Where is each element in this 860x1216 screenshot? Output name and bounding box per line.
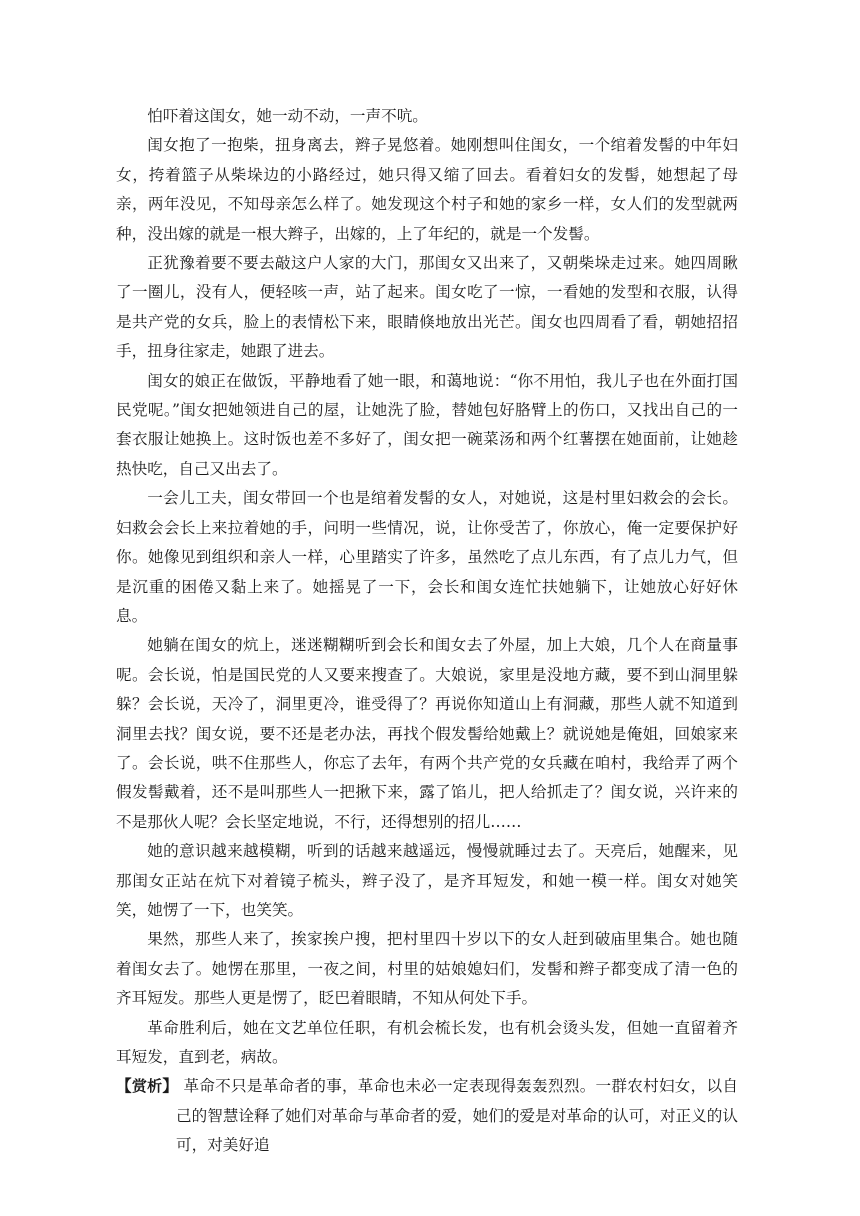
analysis-label: 赏析	[131, 1077, 163, 1096]
paragraph: 她的意识越来越模糊，听到的话越来越遥远，慢慢就睡过去了。天亮后，她醒来，见那闺女正站在炕下对着镜子梳头，辫子没了，是齐耳短发，和她一模一样。闺女对她笑笑，她愣了一下，也笑笑。	[116, 842, 738, 919]
paragraph: 正犹豫着要不要去敲这户人家的大门，那闺女又出来了，又朝柴垛走过来。她四周瞅了一圈儿，没有人，便轻咳一声，站了起来。闺女吃了一惊，一看她的发型和衣服，认得是共产党的女兵，脸上的表情松下来，眼睛倏地放出光芒。闺女也四周看了看，朝她招招手，扭身往家走，她跟了进去。	[116, 254, 738, 361]
paragraph: 一会儿工夫，闺女带回一个也是绾着发髻的女人，对她说，这是村里妇救会的会长。妇救会会长上来拉着她的手，问明一些情况，说，让你受苦了，你放心，俺一定要保护好你。她像见到组织和亲人一样，心里踏实了许多，虽然吃了点儿东西，有了点儿力气，但是沉重的困倦又黏上来了。她摇晃了一下，会长和闺女连忙扶她躺下，让她放心好好休息。	[116, 489, 738, 625]
paragraph: 怕吓着这闺女，她一动不动，一声不吭。	[147, 107, 428, 125]
paragraph: 果然，那些人来了，挨家挨户搜，把村里四十岁以下的女人赶到破庙里集合。她也随着闺女去了。她愣在那里，一夜之间，村里的姑娘媳妇们，发髻和辫子都变成了清一色的齐耳短发。那些人更是愣了，眨巴着眼睛，不知从何处下手。	[116, 930, 738, 1008]
paragraph: 她躺在闺女的炕上，迷迷糊糊听到会长和闺女去了外屋，加上大娘，几个人在商量事呢。会长说，怕是国民党的人又要来搜查了。大娘说，家里是没地方藏，要不到山洞里躲躲？会长说，天冷了，洞里更冷，谁受得了？再说你知道山上有洞藏，那些人就不知道到洞里去找？闺女说，要不还是老办法，再找个假发髻给她戴上？就说她是俺姐，回娘家来了。会长说，哄不住那些人，你忘了去年，有两个共产党的女兵藏在咱村，我给弄了两个假发髻戴着，还不是叫那些人一把揪下来，露了馅儿，把人给抓走了？闺女说，兴许来的不是那伙人呢？会长坚定地说，不行，还得想别的招儿……	[116, 636, 738, 831]
analysis-text: 革命不只是革命者的事，革命也未必一定表现得轰轰烈烈。一群农村妇女，以自己的智慧诠释了她们对革命与革命者的爱，她们的爱是对革命的认可，对正义的认可，对美好追	[176, 1077, 738, 1155]
paragraph: 闺女的娘正在做饭，平静地看了她一眼，和蔼地说：“你不用怕，我儿子也在外面打国民党呢。”闺女把她领进自己的屋，让她洗了脸，替她包好胳臂上的伤口，又找出自己的一套衣服让她换上。这时饭也差不多好了，闺女把一碗菜汤和两个红薯摆在她面前，让她趁热快吃，自己又出去了。	[116, 371, 738, 478]
analysis-section	[116, 1072, 738, 1160]
paragraph: 革命胜利后，她在文艺单位任职，有机会梳长发，也有机会烫头发，但她一直留着齐耳短发，直到老，病故。	[116, 1018, 738, 1066]
article-body	[116, 102, 738, 1161]
analysis-bracket-open: 【	[116, 1077, 132, 1096]
analysis-bracket-close: 】	[162, 1077, 179, 1096]
paragraph: 闺女抱了一抱柴，扭身离去，辫子晃悠着。她刚想叫住闺女，一个绾着发髻的中年妇女，挎着篮子从柴垛边的小路经过，她只得又缩了回去。看着妇女的发髻，她想起了母亲，两年没见，不知母亲怎么样了。她发现这个村子和她的家乡一样，女人们的发型就两种，没出嫁的就是一根大辫子，出嫁的，上了年纪的，就是一个发髻。	[116, 136, 738, 243]
